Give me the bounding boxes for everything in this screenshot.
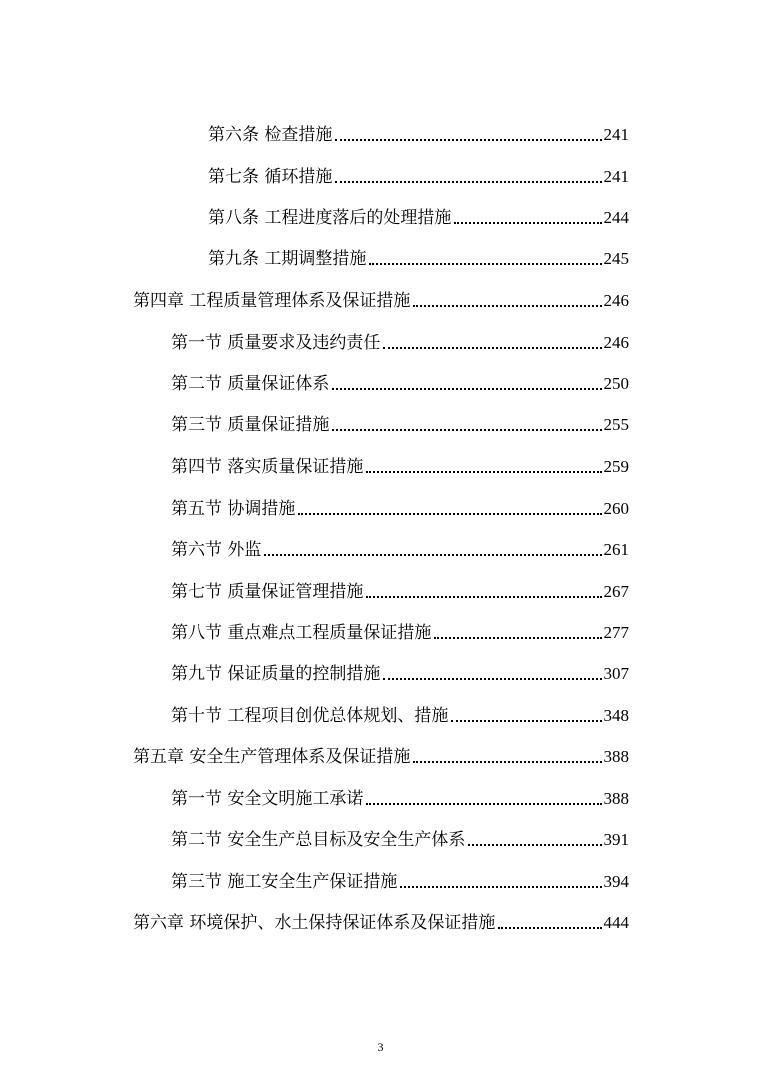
toc-entry[interactable] bbox=[171, 369, 629, 395]
toc-entry[interactable] bbox=[171, 328, 629, 354]
toc-entry[interactable] bbox=[171, 535, 629, 561]
toc-entry-page: 388 bbox=[603, 747, 629, 766]
toc-entry-label: 第五节 协调措施 bbox=[171, 499, 296, 519]
toc-entry-label: 第二节 安全生产总目标及安全生产体系 bbox=[171, 830, 466, 850]
toc-entry-label: 第六章 环境保护、水土保持保证体系及保证措施 bbox=[133, 913, 496, 933]
toc-entry-page: 246 bbox=[603, 291, 629, 310]
dot-leader bbox=[366, 803, 601, 805]
toc-entry-page: 241 bbox=[603, 125, 629, 144]
toc-entry[interactable] bbox=[171, 618, 629, 644]
toc-entry-chapter[interactable] bbox=[133, 286, 629, 312]
toc-entry-page: 388 bbox=[603, 789, 629, 808]
toc-entry[interactable] bbox=[171, 867, 629, 893]
dot-leader bbox=[335, 181, 601, 183]
dot-leader bbox=[413, 305, 601, 307]
toc-entry-label: 第四章 工程质量管理体系及保证措施 bbox=[133, 291, 411, 311]
dot-leader bbox=[498, 927, 601, 929]
dot-leader bbox=[332, 388, 601, 390]
toc-entry-label: 第六条 检查措施 bbox=[208, 125, 333, 145]
toc-entry-page: 277 bbox=[603, 623, 629, 642]
dot-leader bbox=[369, 263, 601, 265]
toc-entry[interactable] bbox=[208, 203, 629, 229]
dot-leader bbox=[366, 596, 601, 598]
toc-entry-page: 444 bbox=[603, 913, 629, 932]
toc-entry[interactable] bbox=[208, 162, 629, 188]
dot-leader bbox=[454, 222, 601, 224]
toc-entry-chapter[interactable] bbox=[133, 742, 629, 768]
toc-entry-label: 第七节 质量保证管理措施 bbox=[171, 582, 364, 602]
toc-entry-label: 第四节 落实质量保证措施 bbox=[171, 457, 364, 477]
toc-entry-label: 第三节 质量保证措施 bbox=[171, 415, 330, 435]
toc-entry-label: 第五章 安全生产管理体系及保证措施 bbox=[133, 747, 411, 767]
toc-entry-label: 第一节 安全文明施工承诺 bbox=[171, 789, 364, 809]
toc-entry-page: 245 bbox=[603, 249, 629, 268]
toc-entry[interactable] bbox=[171, 577, 629, 603]
dot-leader bbox=[332, 429, 601, 431]
dot-leader bbox=[298, 513, 601, 515]
toc-entry[interactable] bbox=[171, 784, 629, 810]
dot-leader bbox=[383, 678, 601, 680]
toc-entry[interactable] bbox=[208, 244, 629, 270]
page-number: 3 bbox=[377, 1040, 384, 1054]
toc-entry[interactable] bbox=[171, 701, 629, 727]
toc-entry-page: 267 bbox=[603, 582, 629, 601]
toc-entry-page: 348 bbox=[603, 706, 629, 725]
dot-leader bbox=[413, 761, 601, 763]
dot-leader bbox=[434, 637, 601, 639]
dot-leader bbox=[400, 886, 601, 888]
dot-leader bbox=[366, 471, 601, 473]
dot-leader bbox=[264, 554, 601, 556]
toc-entry-page: 250 bbox=[603, 374, 629, 393]
dot-leader bbox=[383, 347, 601, 349]
dot-leader bbox=[468, 844, 601, 846]
toc-entry-page: 391 bbox=[603, 830, 629, 849]
toc-entry-page: 260 bbox=[603, 499, 629, 518]
toc-entry-page: 259 bbox=[603, 457, 629, 476]
toc-entry-page: 241 bbox=[603, 167, 629, 186]
toc-entry-label: 第十节 工程项目创优总体规划、措施 bbox=[171, 706, 449, 726]
toc-entry-label: 第三节 施工安全生产保证措施 bbox=[171, 872, 398, 892]
toc-entry[interactable] bbox=[171, 410, 629, 436]
toc-entry[interactable] bbox=[171, 659, 629, 685]
toc-entry-label: 第七条 循环措施 bbox=[208, 167, 333, 187]
toc-entry[interactable] bbox=[171, 825, 629, 851]
toc-entry-label: 第九条 工期调整措施 bbox=[208, 249, 367, 269]
toc-entry[interactable] bbox=[171, 494, 629, 520]
toc-entry-page: 246 bbox=[603, 333, 629, 352]
toc-entry-page: 307 bbox=[603, 664, 629, 683]
toc-entry-chapter[interactable] bbox=[133, 908, 629, 934]
toc-entry-label: 第一节 质量要求及违约责任 bbox=[171, 333, 381, 353]
toc-entry[interactable] bbox=[208, 120, 629, 146]
toc-entry-label: 第八节 重点难点工程质量保证措施 bbox=[171, 623, 432, 643]
toc-entry-page: 255 bbox=[603, 415, 629, 434]
dot-leader bbox=[451, 720, 601, 722]
dot-leader bbox=[335, 139, 601, 141]
toc-entry-page: 244 bbox=[603, 208, 629, 227]
toc-entry[interactable] bbox=[171, 452, 629, 478]
toc-entry-label: 第八条 工程进度落后的处理措施 bbox=[208, 208, 452, 228]
toc-entry-page: 261 bbox=[603, 540, 629, 559]
toc-entry-label: 第九节 保证质量的控制措施 bbox=[171, 664, 381, 684]
toc-entry-page: 394 bbox=[603, 872, 629, 891]
toc-entry-label: 第六节 外监 bbox=[171, 540, 262, 560]
toc-entry-label: 第二节 质量保证体系 bbox=[171, 374, 330, 394]
